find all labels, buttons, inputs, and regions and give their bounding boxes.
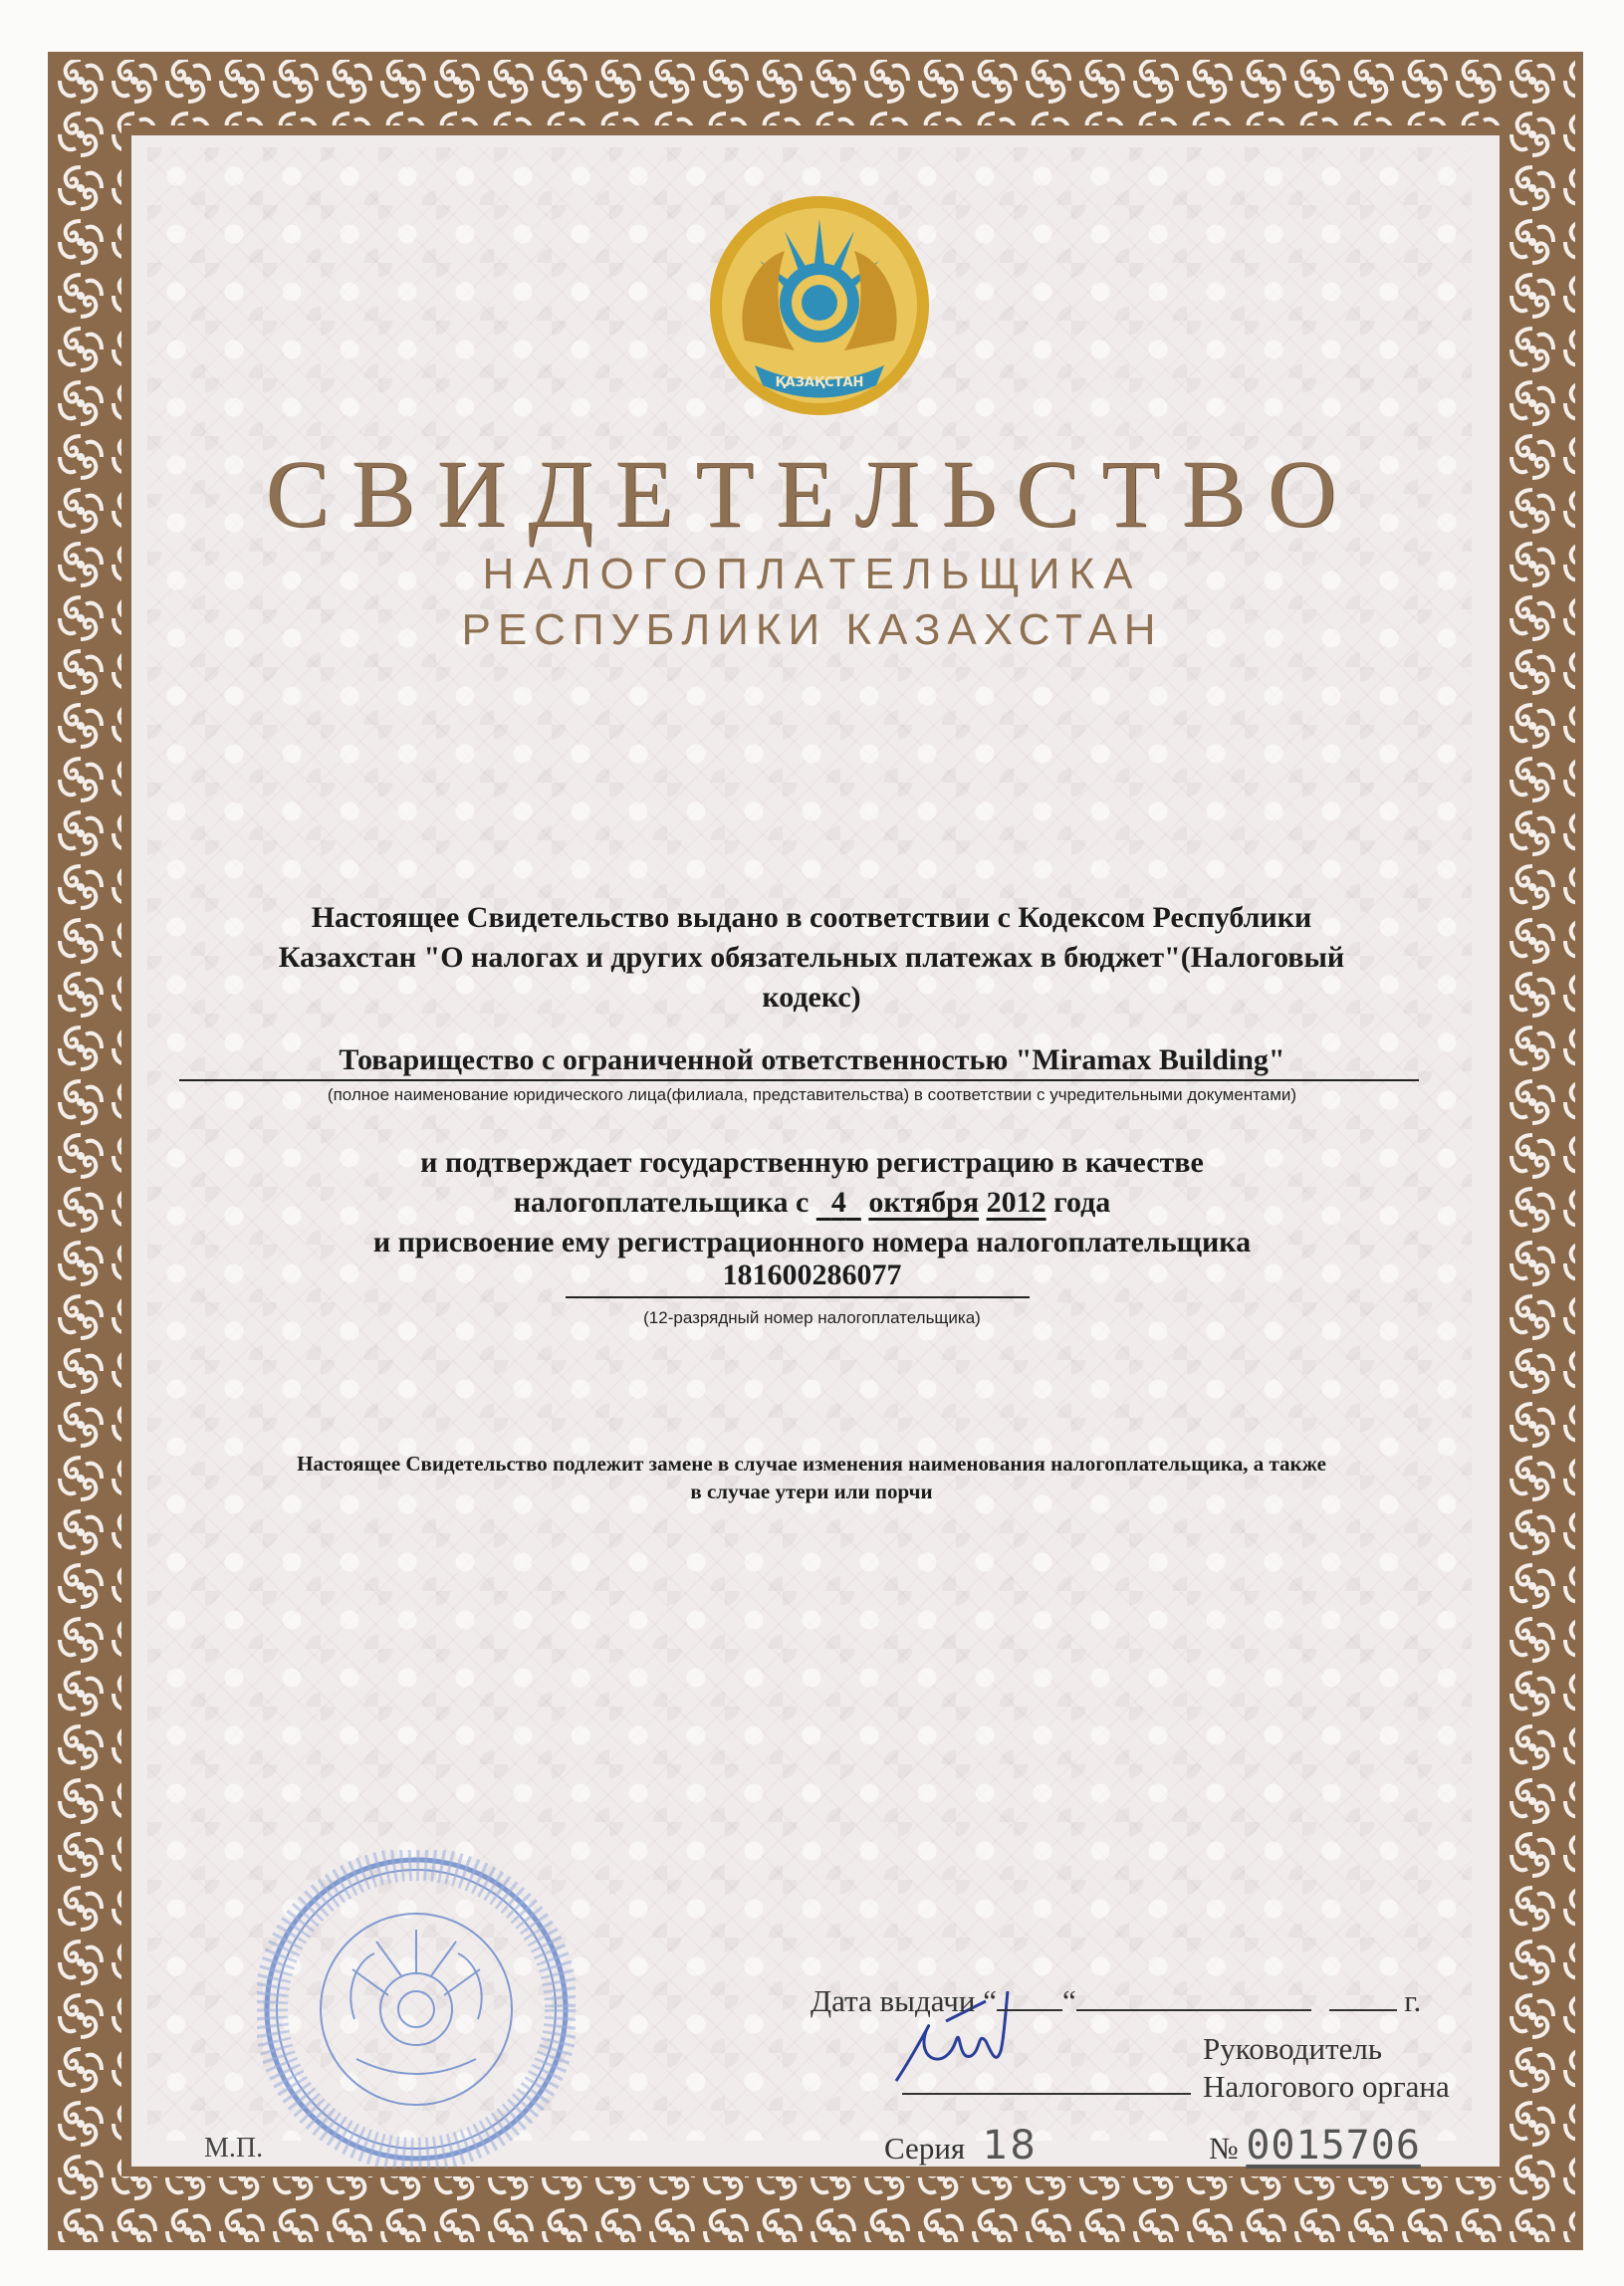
emblem-text: ҚАЗАҚСТАН [775, 375, 864, 390]
tax-number-caption: (12-разрядный номер налогоплательщика) [643, 1308, 981, 1327]
series-value: 18 [982, 2123, 1038, 2169]
issue-year-suffix: г. [1404, 1983, 1422, 2018]
issue-day-blank [997, 1985, 1062, 2011]
series-block [884, 2123, 1038, 2169]
confirm-suffix: года [1053, 1186, 1111, 1219]
tax-authority-seal-icon [257, 1850, 576, 2169]
organization-underline [179, 1079, 1419, 1081]
subtitle-line1: НАЛОГОПЛАТЕЛЬЩИКА [482, 550, 1142, 598]
issue-month-blank [1076, 1985, 1311, 2011]
issue-date-row: Дата выдачи “ “ г. [811, 1983, 1422, 2018]
head-line1: Руководитель [1203, 2031, 1383, 2066]
organization-caption: (полное наименование юридического лица(филиала, представительства) в соответствии с учредительными документами) [327, 1085, 1297, 1104]
certificate-title: СВИДЕТЕЛЬСТВО [265, 440, 1359, 547]
seal-label: М.П. [204, 2133, 264, 2164]
organization-name: Товарищество с ограниченной ответственностью "Miramax Building" [339, 1043, 1285, 1076]
tax-number: 181600286077 [722, 1258, 902, 1291]
series-label: Серия [884, 2131, 966, 2166]
intro-line3: кодекс) [762, 981, 861, 1014]
kazakhstan-emblem-icon [705, 191, 934, 420]
confirm-line1: и подтверждает государственную регистрацию в качестве [420, 1146, 1204, 1179]
number-value: 0015706 [1246, 2123, 1421, 2169]
signature-line [902, 2093, 1191, 2095]
issue-date-label: Дата выдачи [811, 1983, 976, 2018]
confirm-prefix: налогоплательщика с [513, 1186, 810, 1219]
intro-paragraph [214, 898, 1409, 1018]
registration-year: 2012 [986, 1186, 1046, 1219]
confirm-line2 [0, 1183, 1624, 1223]
head-line2: Налогового органа [1203, 2069, 1450, 2104]
notice-line1: Настоящее Свидетельство подлежит замене в случае изменения наименования налогоплательщика, а также [297, 1452, 1326, 1476]
issue-year-blank [1329, 1985, 1397, 2011]
replacement-notice [179, 1450, 1444, 1505]
number-label: № [1209, 2131, 1239, 2166]
registration-month: октября [868, 1186, 980, 1219]
notice-line2: в случае утери или порчи [690, 1480, 933, 1503]
confirm-line3: и присвоение ему регистрационного номера налогоплательщика [372, 1226, 1252, 1258]
number-block [1209, 2123, 1421, 2169]
intro-line2: Казахстан "О налогах и других обязательных платежах в бюджет"(Налоговый [278, 941, 1345, 974]
tax-number-underline [566, 1296, 1030, 1298]
confirmation-paragraph [0, 1143, 1624, 1262]
intro-line1: Настоящее Свидетельство выдано в соответствии с Кодексом Республики [311, 901, 1312, 934]
subtitle-line2: РЕСПУБЛИКИ КАЗАХСТАН [461, 605, 1163, 654]
registration-day: 4 [830, 1186, 846, 1219]
